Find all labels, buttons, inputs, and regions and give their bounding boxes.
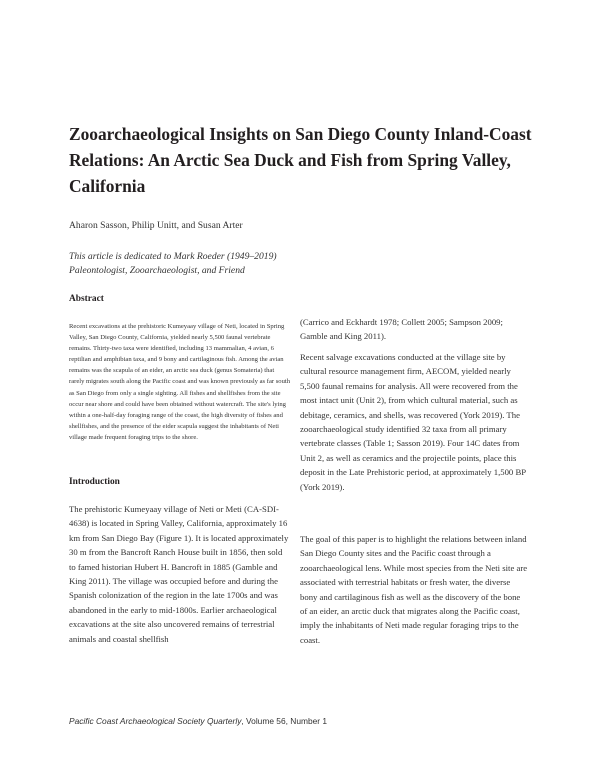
journal-footer <box>69 716 327 726</box>
intro-paragraph-1: The prehistoric Kumeyaay village of Neti or Meti (CA-SDI-4638) is located in Spring Valley, California, approximately 16 km from San Diego Bay (Figure 1). It is located approximately 30 m from the Bancroft Ranch House built in 1856, then sold to famed historian Hubert H. Bancroft in 1885 (Gamble and King 2011). The village was occupied before and during the Spanish colonization of the region in the late 1700s and was abandoned in the early to mid-1800s. Earlier archaeological excavations at the site also uncovered remains of terrestrial animals and coastal shellfish <box>69 504 289 644</box>
intro-paragraph-1-continued: (Carrico and Eckhardt 1978; Collett 2005; Sampson 2009; Gamble and King 2011). <box>300 317 503 342</box>
abstract-text: Recent excavations at the prehistoric Kumeyaay village of Neti, located in Spring Valley, San Diego County, California, yielded nearly 5,500 faunal vertebrate remains. Thirty-two taxa were identified, including 13 mammalian, 4 avian, 6 reptilian and amphibian taxa, and 9 bony and cartilaginous fish. Among the avian remains was the scapula of an eider, an arctic sea duck (genus Somateria) that rarely migrates south along the Pacific coast and was known previously as far south as San Diego from only a single sighting. All fishes and shellfishes from the site occur near shore and could have been obtained without watercraft. The site's lying within a one-half-day foraging range of the coast, the high diversity of fishes and shellfishes, and the presence of the eider scapula suggest the inhabitants of Neti village made frequent foraging trips to the shore. <box>69 323 291 441</box>
dedication-line-1: This article is dedicated to Mark Roeder (1949–2019) <box>69 251 277 262</box>
journal-name: Pacific Coast Archaeological Society Quarterly <box>69 716 242 726</box>
abstract-heading: Abstract <box>69 294 104 304</box>
introduction-heading: Introduction <box>69 477 120 487</box>
paper-title: Zooarchaeological Insights on San Diego County Inland-Coast Relations: An Arctic Sea Duck and Fish from Spring Valley, California <box>69 124 532 196</box>
intro-paragraph-2: Recent salvage excavations conducted at the village site by cultural resource management firm, AECOM, yielded nearly 5,500 faunal remains for analysis. All were recovered from the most intact unit (Unit 2), from which cultural material, such as debitage, ceramics, and shells, was recovered (York 2019). The zooarchaeological study identified 32 taxa from all primary vertebrate classes (Table 1; Sasson 2019). Four 14C dates from Unit 2, as well as ceramics and the projectile points, place this deposit in the Late Prehistoric period, at approximately 1,500 BP (York 2019). <box>300 352 526 492</box>
author-list: Aharon Sasson, Philip Unitt, and Susan Arter <box>69 220 243 231</box>
journal-issue: , Volume 56, Number 1 <box>241 716 328 726</box>
intro-paragraph-3: The goal of this paper is to highlight the relations between inland San Diego County sites and the Pacific coast through a zooarchaeological lens. While most species from the Neti site are associated with terrestrial habitats or fresh water, the diverse bony and cartilaginous fish as well as the discovery of the bone of an eider, an arctic duck that migrates along the Pacific coast, imply the inhabitants of Neti made regular foraging trips to the coast. <box>300 534 528 645</box>
dedication <box>69 250 277 278</box>
dedication-line-2: Paleontologist, Zooarchaeologist, and Friend <box>69 265 245 276</box>
